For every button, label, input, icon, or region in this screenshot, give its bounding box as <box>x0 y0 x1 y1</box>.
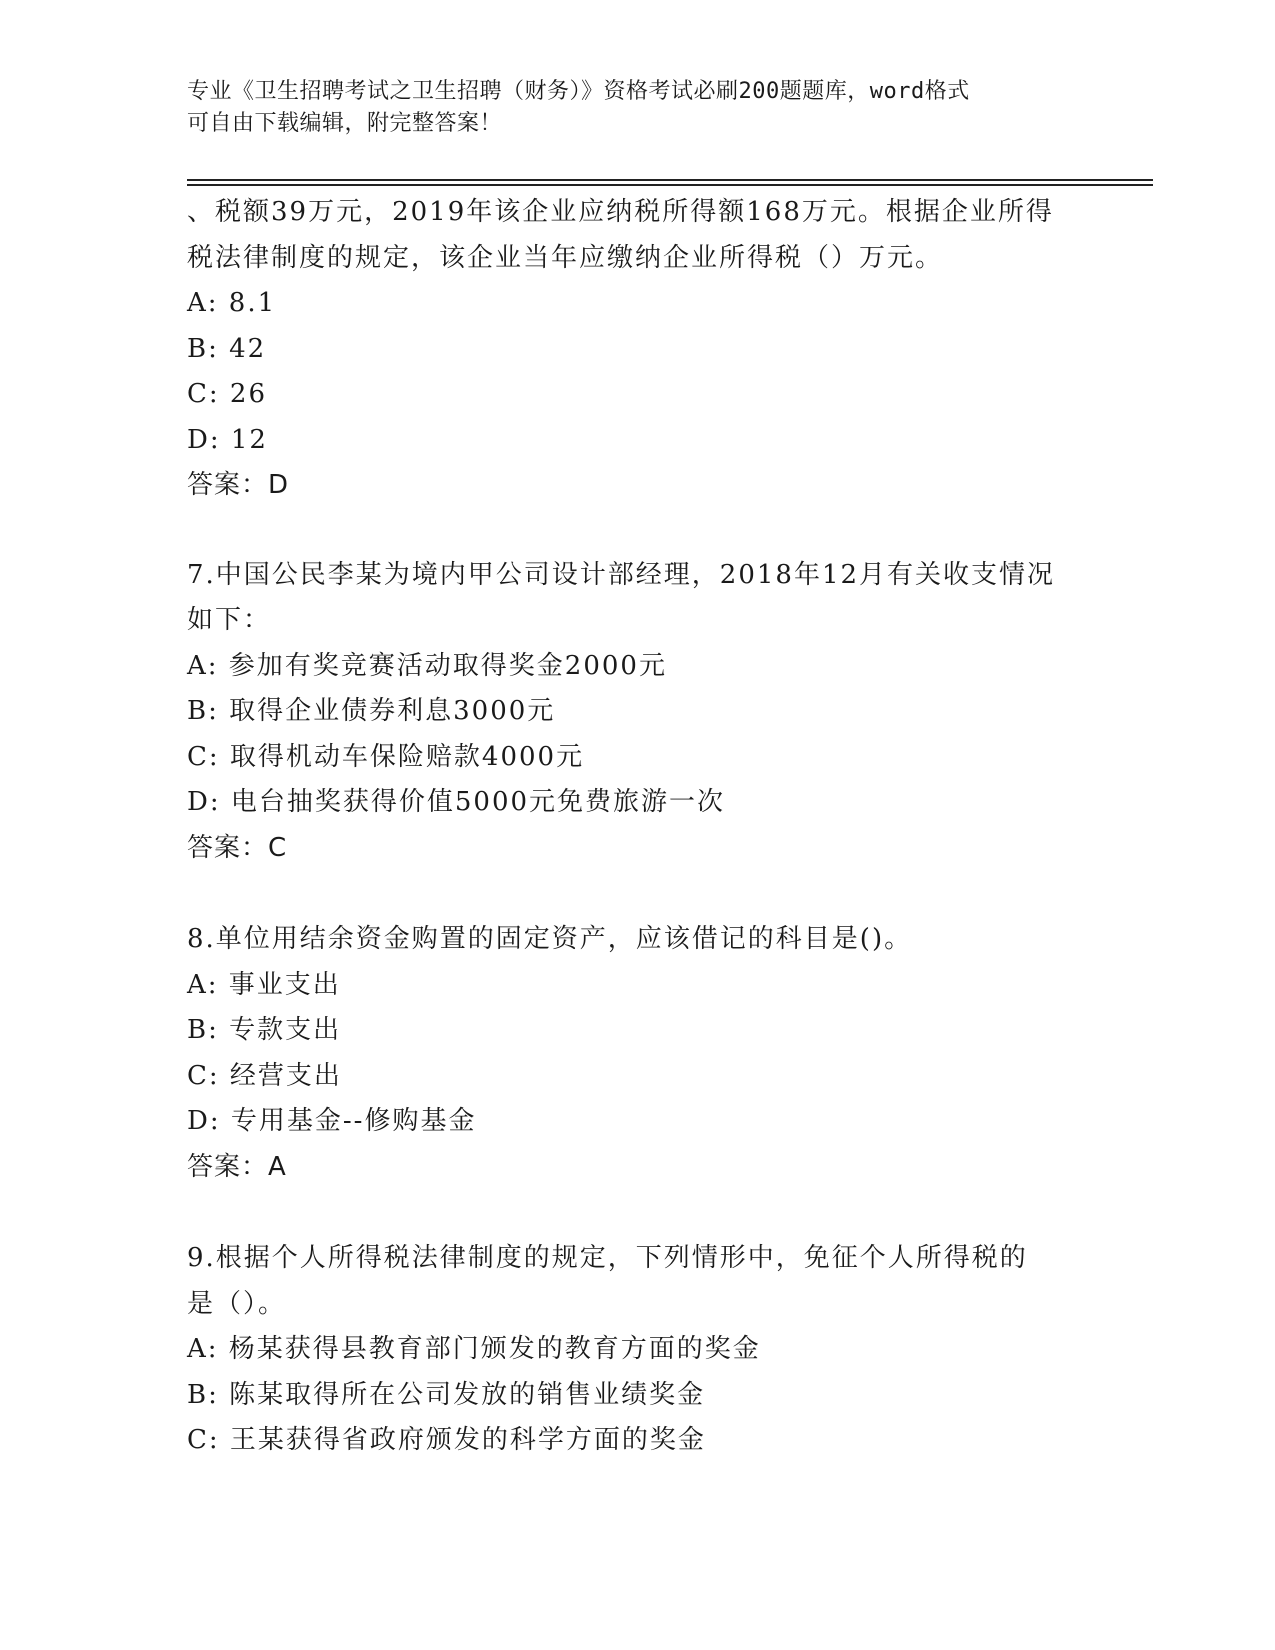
option-d: D: 专用基金--修购基金 <box>187 1106 477 1136</box>
question-7 <box>187 553 1087 872</box>
header-divider-top <box>187 179 1153 181</box>
header-divider-bottom <box>187 184 1153 186</box>
option-b: B: 专款支出 <box>187 1015 342 1045</box>
option-c: C: 取得机动车保险赔款4000元 <box>187 741 585 772</box>
option-b: B: 42 <box>187 333 267 364</box>
question-text: 9.根据个人所得税法律制度的规定，下列情形中，免征个人所得税的 <box>187 1243 1028 1273</box>
answer: 答案：C <box>187 832 288 863</box>
option-a: A: 杨某获得县教育部门颁发的教育方面的奖金 <box>187 1334 761 1364</box>
option-a: A: 事业支出 <box>187 969 341 1000</box>
question-6-continued <box>187 190 1087 509</box>
option-a: A: 8.1 <box>187 288 277 318</box>
question-text: 是（）。 <box>187 1288 287 1319</box>
answer: 答案：A <box>187 1151 287 1182</box>
option-c: C: 王某获得省政府颁发的科学方面的奖金 <box>187 1425 706 1455</box>
question-text: 如下： <box>187 605 272 635</box>
option-d: D: 12 <box>187 424 268 455</box>
document-body <box>187 190 1087 1464</box>
question-text: 税法律制度的规定，该企业当年应缴纳企业所得税（）万元。 <box>187 242 944 273</box>
question-text: 、税额39万元，2019年该企业应纳税所得额168万元。根据企业所得 <box>187 197 1054 227</box>
option-d: D: 电台抽奖获得价值5000元免费旅游一次 <box>187 787 726 817</box>
header-title-line-1: 专业《卫生招聘考试之卫生招聘（财务）》资格考试必刷200题题库，word格式 <box>187 79 970 104</box>
option-c: C: 26 <box>187 379 268 409</box>
option-a: A: 参加有奖竞赛活动取得奖金2000元 <box>187 650 667 681</box>
answer: 答案：D <box>187 470 290 500</box>
question-text: 7.中国公民李某为境内甲公司设计部经理，2018年12月有关收支情况 <box>187 559 1056 590</box>
question-9 <box>187 1236 1087 1464</box>
document-header <box>187 76 1087 140</box>
question-8 <box>187 917 1087 1190</box>
option-b: B: 取得企业债券利息3000元 <box>187 696 556 726</box>
header-title-line-2: 可自由下载编辑，附完整答案！ <box>187 111 503 136</box>
question-text: 8.单位用结余资金购置的固定资产，应该借记的科目是()。 <box>187 924 913 954</box>
option-c: C: 经营支出 <box>187 1060 342 1091</box>
option-b: B: 陈某取得所在公司发放的销售业绩奖金 <box>187 1379 706 1410</box>
